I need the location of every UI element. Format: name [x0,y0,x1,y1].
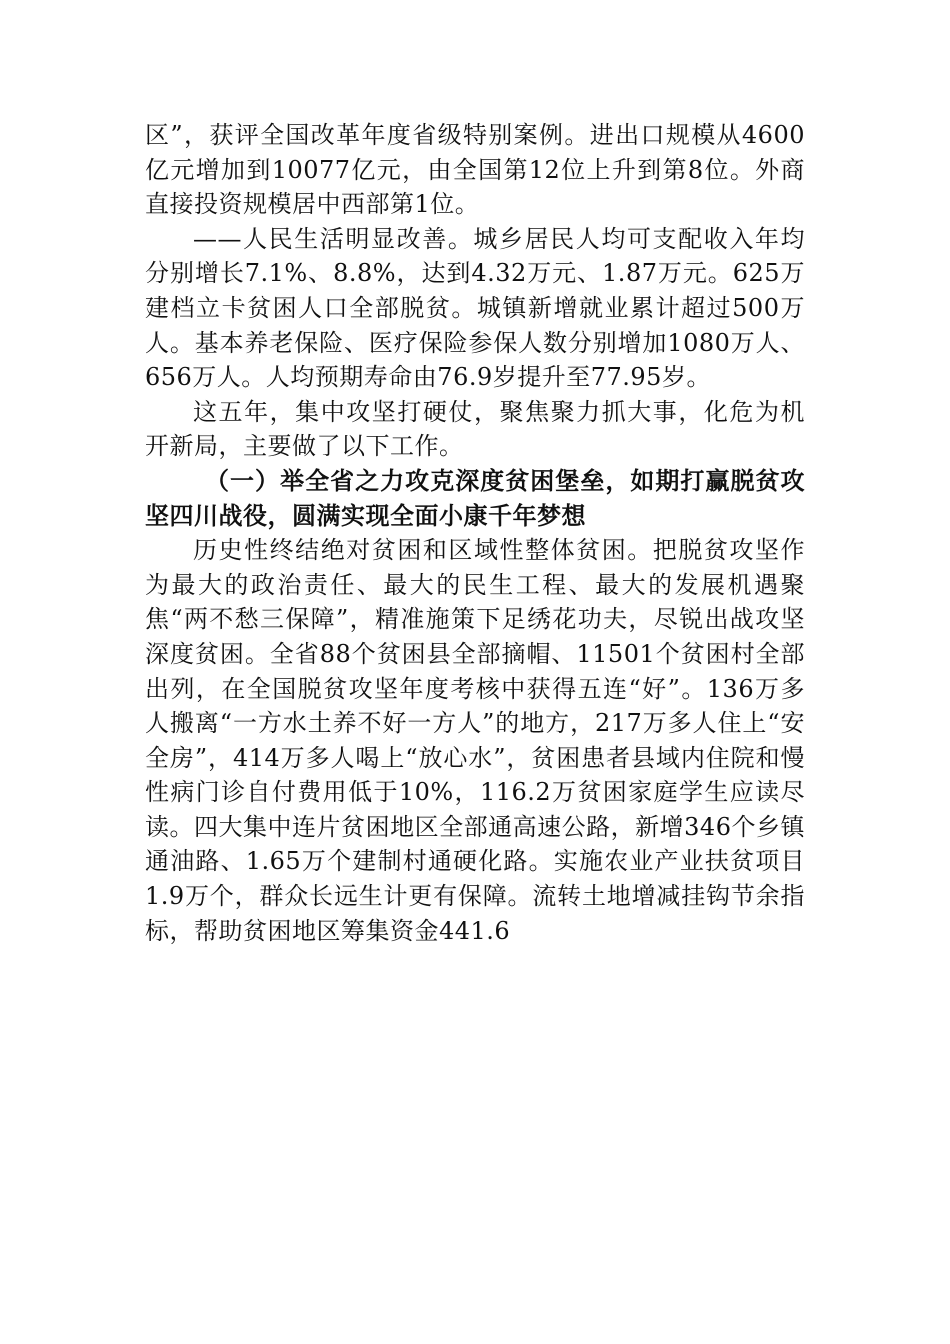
document-page [145,118,805,948]
paragraph-living-standards: ——人民生活明显改善。城乡居民人均可支配收入年均分别增长7.1%、8.8%，达到4.32万元、1.87万元。625万建档立卡贫困人口全部脱贫。城镇新增就业累计超过500万人。基本养老保险、医疗保险参保人数分别增加1080万人、656万人。人均预期寿命由76.9岁提升至77.95岁。 [145,224,805,392]
paragraph-five-years-summary: 这五年，集中攻坚打硬仗，聚焦聚力抓大事，化危为机开新局，主要做了以下工作。 [145,397,805,461]
paragraph-poverty-elimination: 历史性终结绝对贫困和区域性整体贫困。把脱贫攻坚作为最大的政治责任、最大的民生工程、最大的发展机遇聚焦“两不愁三保障”，精准施策下足绣花功夫，尽锐出战攻坚深度贫困。全省88个贫困县全部摘帽、11501个贫困村全部出列，在全国脱贫攻坚年度考核中获得五连“好”。136万多人搬离“一方水土养不好一方人”的地方，217万多人住上“安全房”，414万多人喝上“放心水”，贫困患者县域内住院和慢性病门诊自付费用低于10%，116.2万贫困家庭学生应读尽读。四大集中连片贫困地区全部通高速公路，新增346个乡镇通油路、1.65万个建制村通硬化路。实施农业产业扶贫项目1.9万个，群众长远生计更有保障。流转土地增减挂钩节余指标，帮助贫困地区筹集资金441.6 [145,536,805,945]
section-heading-poverty: （一）举全省之力攻克深度贫困堡垒，如期打赢脱贫攻坚四川战役，圆满实现全面小康千年梦想 [145,465,805,530]
paragraph-continuation: 区”，获评全国改革年度省级特别案例。进出口规模从4600亿元增加到10077亿元，由全国第12位上升到第8位。外商直接投资规模居中西部第1位。 [145,121,805,219]
